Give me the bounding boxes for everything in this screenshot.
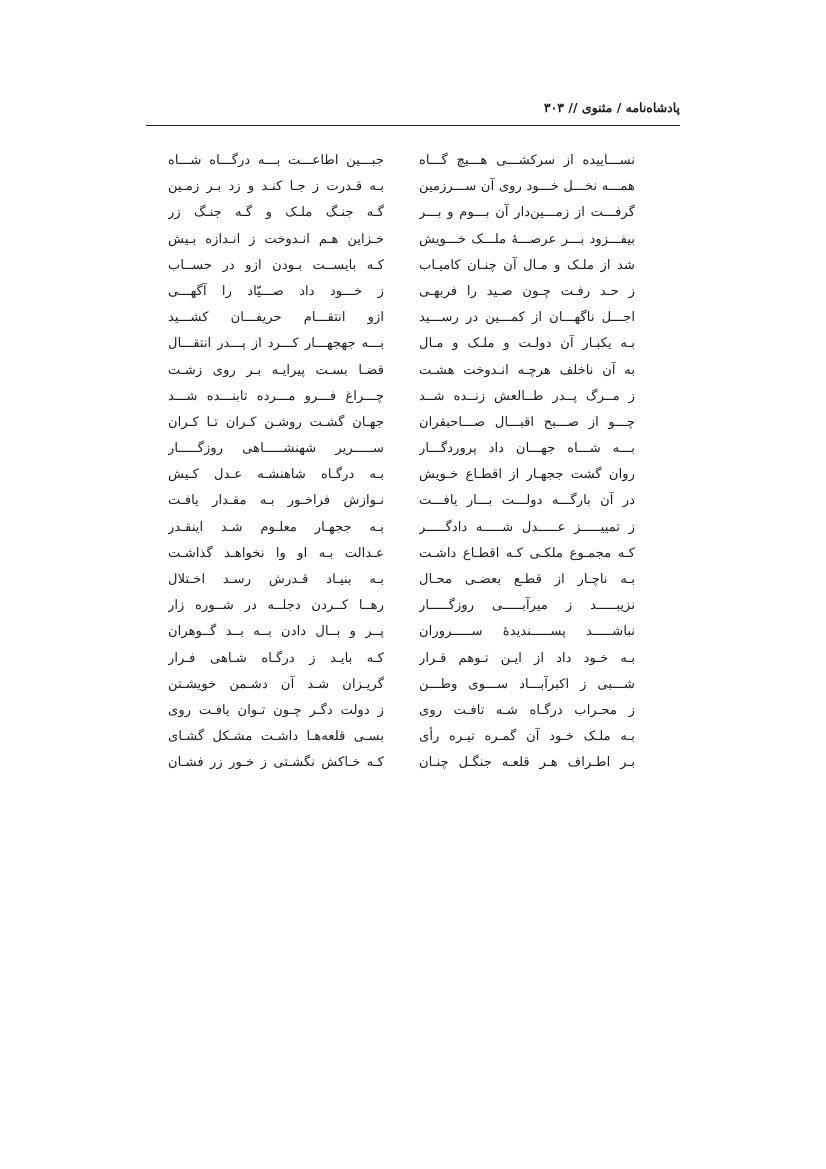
- first-hemistich: گرفـــت از زمـــین‌دار آن بـــوم و بـــر: [419, 205, 635, 221]
- first-hemistich: به آن ناخلف هرچـه انـدوخت هشـت: [419, 362, 635, 378]
- second-hemistich: عـدالت بـه او وا نخواهـد گذاشـت: [168, 545, 384, 561]
- second-hemistich-column: [168, 148, 384, 777]
- second-hemistich: چـــراغ فـــرو مـــرده تابنـــده شـــد: [168, 388, 384, 404]
- first-hemistich: بـه ناچـار از قطـع بعضـی محـال: [419, 572, 635, 587]
- second-hemistich: ز خـــود داد صـــیّاد را آگهـــی: [168, 283, 384, 299]
- second-hemistich: گریـزان شـد آن دشـمن خویشـتن: [168, 676, 384, 692]
- second-hemistich: بـــه جهجهـــار کـــرد از پـــدر انتقـــال: [168, 336, 384, 352]
- second-hemistich: کـه بایـد ز درگـاه شـاهی فـرار: [168, 650, 384, 666]
- first-hemistich: شـــبی ز اکبرآبـــاد ســـوی وطـــن: [419, 676, 635, 692]
- second-hemistich: گـه جنـگ ملـک و گـه جنـگ زر: [168, 205, 384, 221]
- second-hemistich: رهــا کــردن دجلــه در شــوره زار: [168, 598, 384, 614]
- second-hemistich: خـزاین هـم انـدوخت ز انـدازه بـیش: [168, 231, 384, 247]
- first-hemistich: ز تمییـــــز عـــــدل شـــــه دادگـــــر: [419, 519, 635, 535]
- first-hemistich: در آن بارگـــه دولـــت بـــار یافـــت: [419, 493, 635, 509]
- second-hemistich: بـه درگـاه شاهنشـه عـدل کـیش: [168, 467, 384, 483]
- first-hemistich: ز حـد رفـت چـون صـید را فربهـی: [419, 283, 635, 299]
- first-hemistich: روان گشت ججهـار از اقطـاع خـویش: [419, 467, 635, 483]
- second-hemistich: جهـان گشـت روشـن کـران تـا کـران: [168, 414, 384, 430]
- second-hemistich: بـه ججهـار معلـوم شـد اینقـدر: [168, 519, 384, 535]
- first-hemistich: اجـــل ناگهـــان از کمـــین در رســـید: [419, 310, 635, 326]
- first-hemistich: نزیبـــــد ز میرآبـــــی روزگـــــار: [419, 598, 635, 614]
- second-hemistich: ســـــریر شهنشـــــاهی روزگـــــار: [168, 441, 384, 457]
- first-hemistich: همـــه نخـــل خـــود روی آن ســـرزمین: [419, 179, 635, 195]
- first-hemistich: بیفـــزود بـــر عرصـــهٔ ملـــک خـــویش: [419, 231, 635, 247]
- page-header: [146, 100, 680, 124]
- first-hemistich: بـر اطـراف هـر قلعـه جنگـل چنـان: [419, 755, 635, 771]
- first-hemistich: شد از ملـک و مـال آن چنـان کامیـاب: [419, 257, 635, 273]
- second-hemistich: بـه قـدرت ز جـا کنـد و زد بـر زمـین: [168, 179, 384, 195]
- second-hemistich: بسـی قلعه‌هـا داشـت مشـکل گشـای: [168, 729, 384, 745]
- second-hemistich: جبـــین اطاعـــت بـــه درگـــاه شـــاه: [168, 153, 384, 168]
- first-hemistich: نباشـــــد پســـــندیدهٔ ســـــروران: [419, 624, 635, 640]
- second-hemistich: پــر و بــال دادن بــه بــد گــوهران: [168, 624, 384, 640]
- first-hemistich-column: [419, 148, 635, 777]
- first-hemistich: بـــه شـــاه جهـــان داد پروردگـــار: [419, 441, 635, 457]
- first-hemistich: بـه ملـک خـود آن گمـره تیـره رأی: [419, 729, 635, 745]
- second-hemistich: ازو انتقـــام حریفـــان کشـــید: [168, 310, 384, 326]
- first-hemistich: چـــو از صـــبح اقبـــال صـــاحبقران: [419, 414, 635, 430]
- first-hemistich: کـه مجمـوع ملکـی کـه اقطـاع داشـت: [419, 545, 635, 561]
- first-hemistich: بـه یکبـار آن دولـت و ملـک و مـال: [419, 336, 635, 352]
- second-hemistich: نـوازش فراخـور بـه مقـدار یافـت: [168, 493, 384, 509]
- first-hemistich: بـه خـود داد از ایـن تـوهم قـرار: [419, 650, 635, 666]
- second-hemistich: قضـا بسـت پیرایـه بـر روی زشـت: [168, 362, 384, 378]
- first-hemistich: ز مــرگ پــدر طــالعش زنــده شــد: [419, 388, 635, 404]
- first-hemistich: ز محـراب درگـاه شـه تافـت روی: [419, 702, 635, 718]
- running-head: پادشاه‌نامه / مثنوی // ۳۰۳: [543, 100, 680, 115]
- second-hemistich: کـه خـاکش نگشـتی ز خـور زر فشـان: [168, 755, 384, 771]
- second-hemistich: کـه بایســت بـودن ازو در حســاب: [168, 257, 384, 273]
- second-hemistich: بـه بنیـاد قـدرش رسـد اخـتلال: [168, 572, 384, 587]
- header-rule: [146, 125, 680, 126]
- first-hemistich: نســـاییده از سرکشـــی هـــیچ گـــاه: [419, 153, 635, 168]
- second-hemistich: ز دولت دگـر چـون تـوان یافـت روی: [168, 702, 384, 718]
